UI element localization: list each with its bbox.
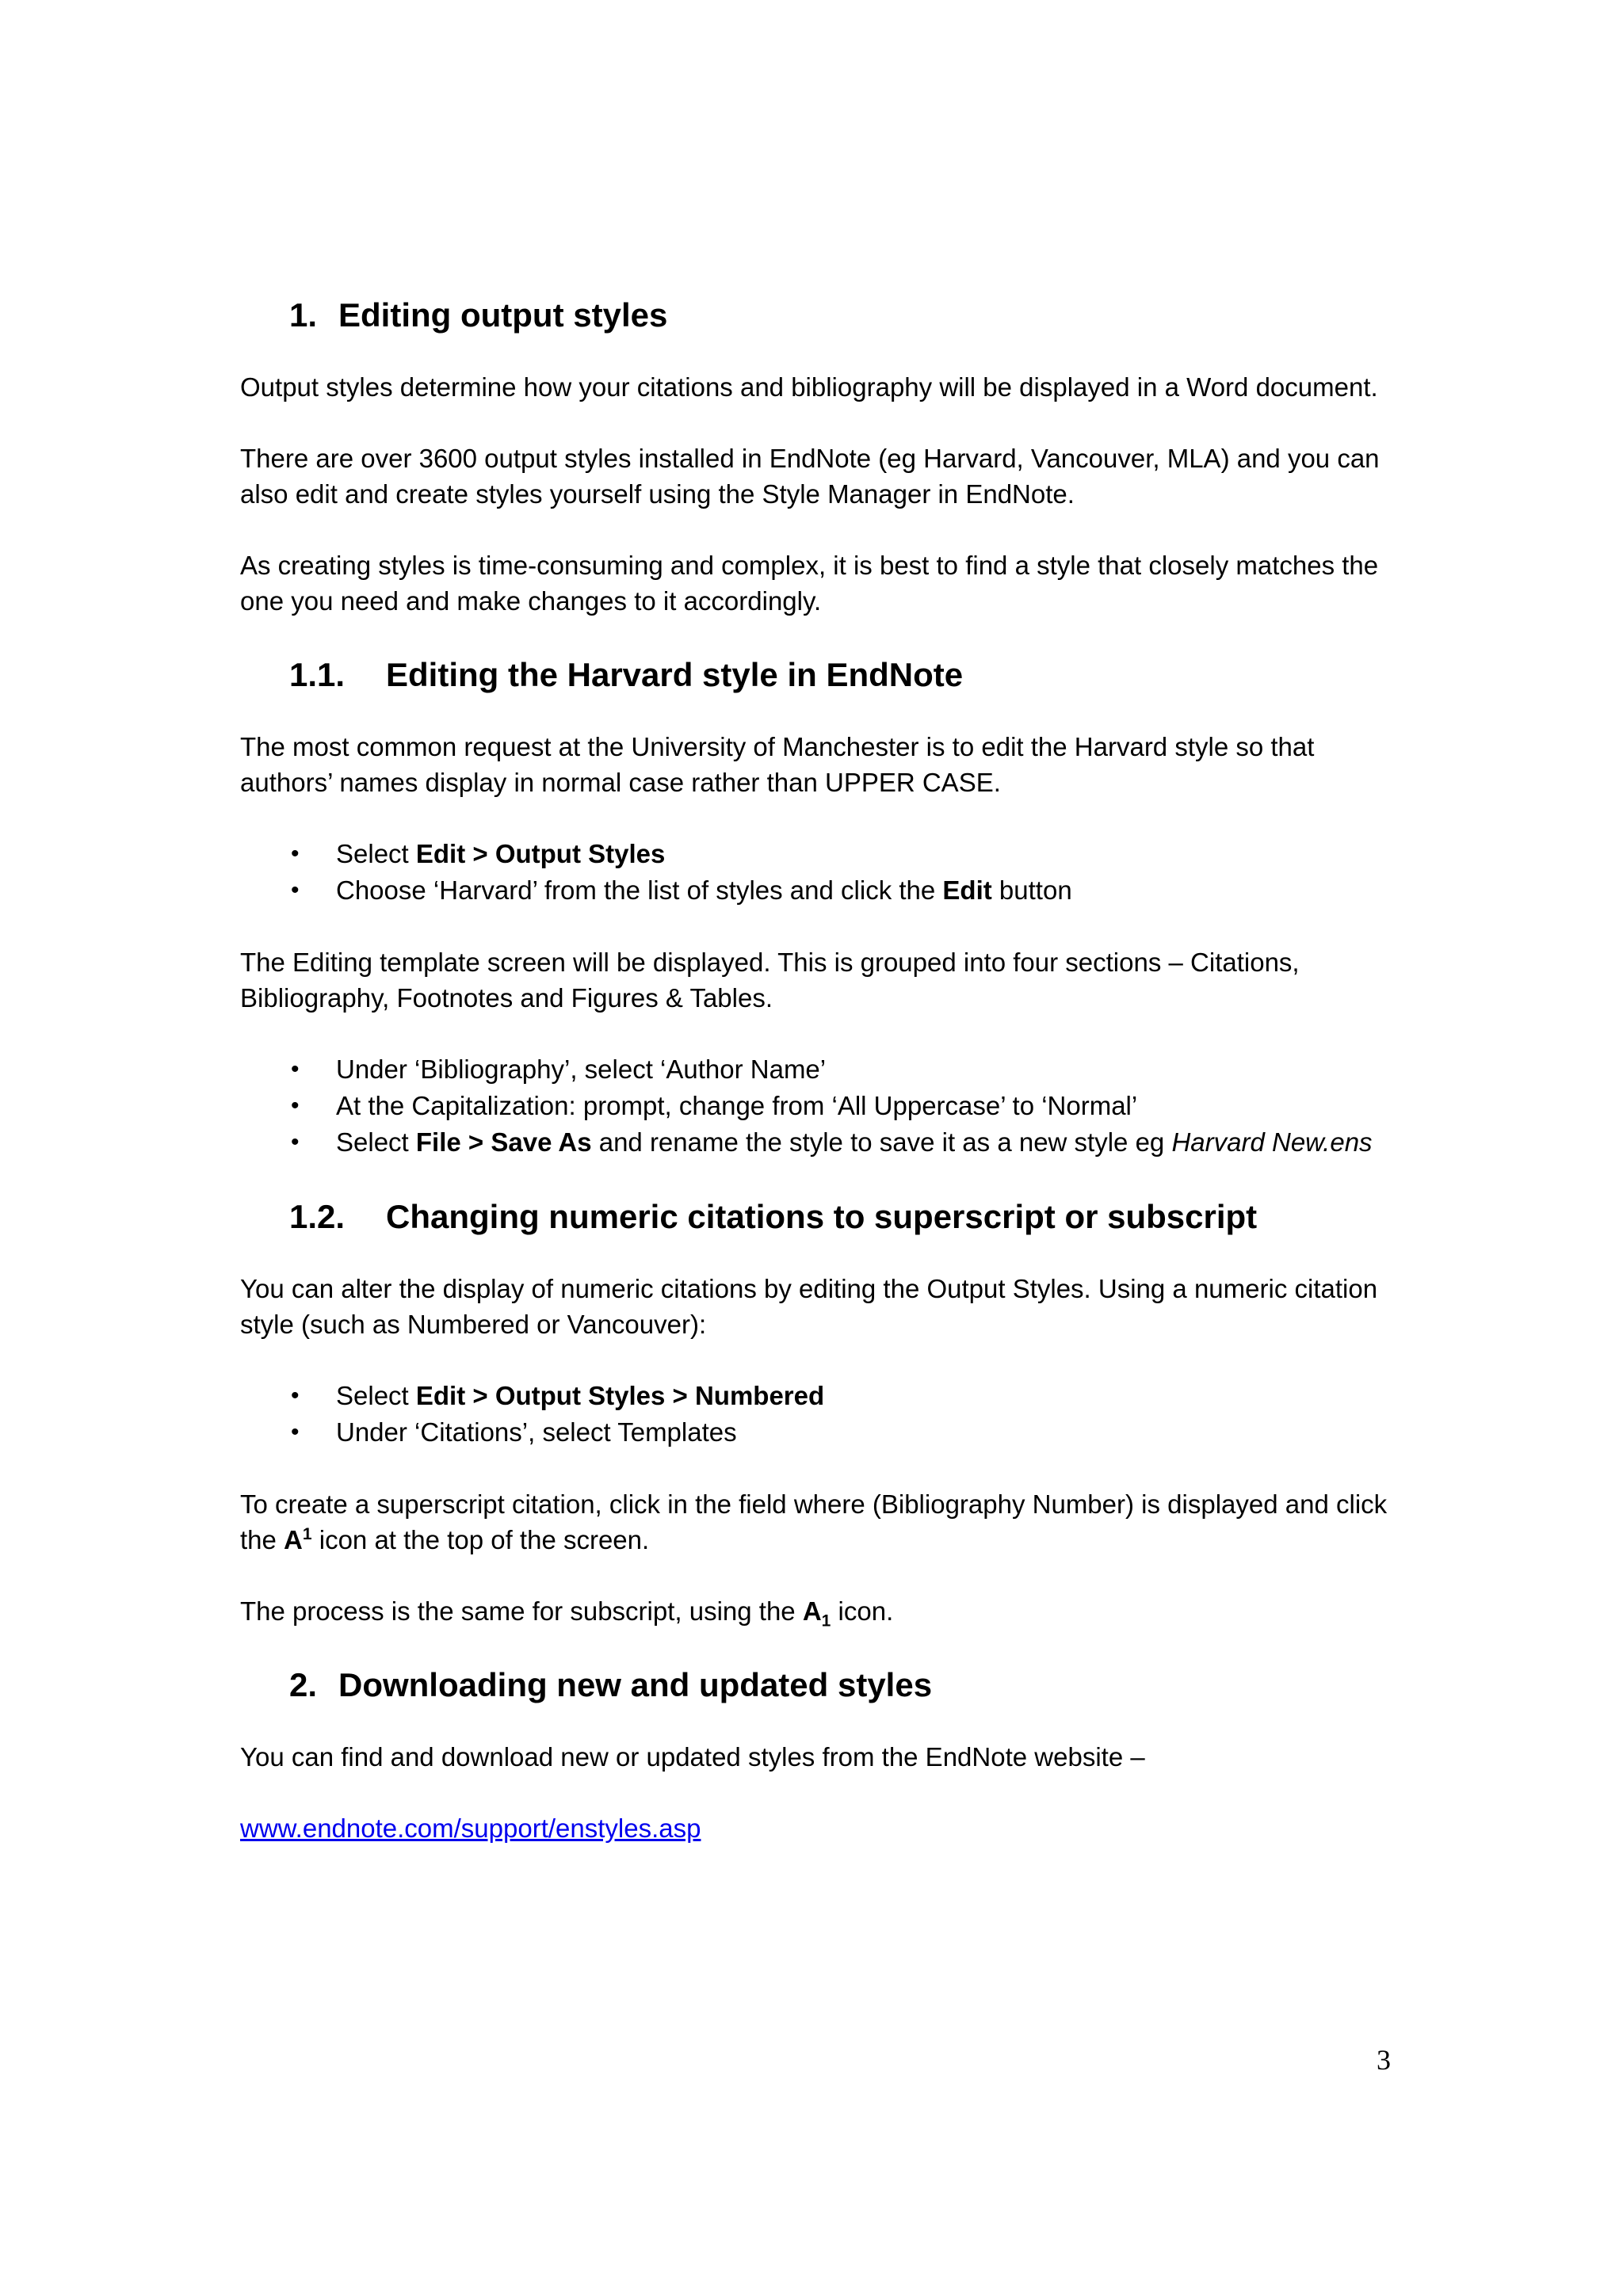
superscript-icon-digit: 1 xyxy=(302,1525,312,1543)
list-item xyxy=(240,1124,1389,1161)
list-item-text: Select xyxy=(336,1381,416,1410)
heading-title: Editing output styles xyxy=(338,296,668,334)
list-item-text: Under ‘Citations’, select Templates xyxy=(336,1417,737,1447)
menu-path-text: Edit > Output Styles xyxy=(415,839,666,868)
heading-title: Changing numeric citations to superscript or subscript xyxy=(386,1198,1258,1235)
button-name-text: Edit xyxy=(942,875,992,905)
bullet-icon: • xyxy=(291,1129,300,1155)
subscript-icon-digit: 1 xyxy=(821,1611,831,1630)
bullet-icon: • xyxy=(291,841,300,867)
paragraph-download-info: You can find and download new or updated styles from the EndNote website – xyxy=(240,1742,1145,1772)
list-item-text: Under ‘Bibliography’, select ‘Author Name’ xyxy=(336,1055,827,1084)
list-item-text: Choose ‘Harvard’ from the list of styles and click the xyxy=(336,875,943,905)
bullet-list-numeric-steps xyxy=(240,1378,1389,1451)
list-item xyxy=(240,1414,1389,1451)
endnote-styles-link[interactable]: www.endnote.com/support/enstyles.asp xyxy=(240,1814,701,1843)
paragraph-installed-styles: There are over 3600 output styles installed in EndNote (eg Harvard, Vancouver, MLA) and you can also edit and create styles yourself using the Style Manager in EndNote. xyxy=(240,444,1380,509)
menu-path-text: Edit > Output Styles > Numbered xyxy=(415,1381,825,1410)
paragraph-output-styles-intro: Output styles determine how your citations and bibliography will be displayed in a Word document. xyxy=(240,372,1378,402)
paragraph-text: icon. xyxy=(831,1596,894,1626)
bullet-icon: • xyxy=(291,1056,300,1082)
paragraph-common-request: The most common request at the University of Manchester is to edit the Harvard style so that authors’ names display in normal case rather than UPPER CASE. xyxy=(240,732,1315,797)
paragraph-link xyxy=(240,1810,1389,1846)
page-number: 3 xyxy=(1377,2044,1391,2076)
paragraph-editing-template: The Editing template screen will be displayed. This is grouped into four sections – Citations, Bibliography, Footnotes and Figures & Tables. xyxy=(240,948,1300,1013)
bullet-list-bibliography-steps xyxy=(240,1051,1389,1161)
list-item-text: At the Capitalization: prompt, change from ‘All Uppercase’ to ‘Normal’ xyxy=(336,1091,1138,1120)
bullet-icon: • xyxy=(291,1093,300,1119)
paragraph-creating-styles: As creating styles is time-consuming and complex, it is best to find a style that closely matches the one you need and make changes to it accordingly. xyxy=(240,551,1379,616)
list-item-text: button xyxy=(991,875,1072,905)
list-item xyxy=(240,1088,1389,1124)
paragraph-text: icon at the top of the screen. xyxy=(311,1525,650,1554)
bullet-icon: • xyxy=(291,877,300,903)
list-item-text: Select xyxy=(336,839,416,868)
paragraph-numeric-intro: You can alter the display of numeric citations by editing the Output Styles. Using a numeric citation style (such as Numbered or Vancouver): xyxy=(240,1274,1378,1339)
menu-path-text: File > Save As xyxy=(415,1127,592,1157)
subscript-icon-letter: A xyxy=(802,1596,822,1626)
heading-number: 1.1. xyxy=(289,656,346,693)
paragraph-superscript xyxy=(240,1486,1389,1558)
list-item-text: Select xyxy=(336,1127,416,1157)
page-content xyxy=(240,295,1389,1882)
heading-title: Downloading new and updated styles xyxy=(338,1666,933,1703)
heading-number: 1. xyxy=(289,296,318,334)
list-item-text: and rename the style to save it as a new style eg xyxy=(591,1127,1172,1157)
heading-number: 2. xyxy=(289,1666,318,1703)
heading-downloading-styles xyxy=(289,1665,1389,1706)
file-name-text: Harvard New.ens xyxy=(1171,1127,1373,1157)
bullet-icon: • xyxy=(291,1383,300,1409)
list-item xyxy=(240,836,1389,872)
heading-number: 1.2. xyxy=(289,1198,346,1235)
paragraph-text: To create a superscript citation, click in the field where (Bibliography Number) is displayed and click the xyxy=(240,1489,1388,1554)
list-item xyxy=(240,1378,1389,1414)
heading-editing-harvard xyxy=(289,654,1389,696)
superscript-icon-letter: A xyxy=(284,1525,303,1554)
paragraph-subscript xyxy=(240,1593,1389,1629)
heading-numeric-citations xyxy=(289,1196,1389,1238)
bullet-icon: • xyxy=(291,1419,300,1445)
bullet-list-edit-steps xyxy=(240,836,1389,909)
heading-title: Editing the Harvard style in EndNote xyxy=(386,656,964,693)
list-item xyxy=(240,872,1389,909)
heading-editing-output-styles xyxy=(289,295,1389,336)
list-item xyxy=(240,1051,1389,1088)
paragraph-text: The process is the same for subscript, using the xyxy=(240,1596,803,1626)
